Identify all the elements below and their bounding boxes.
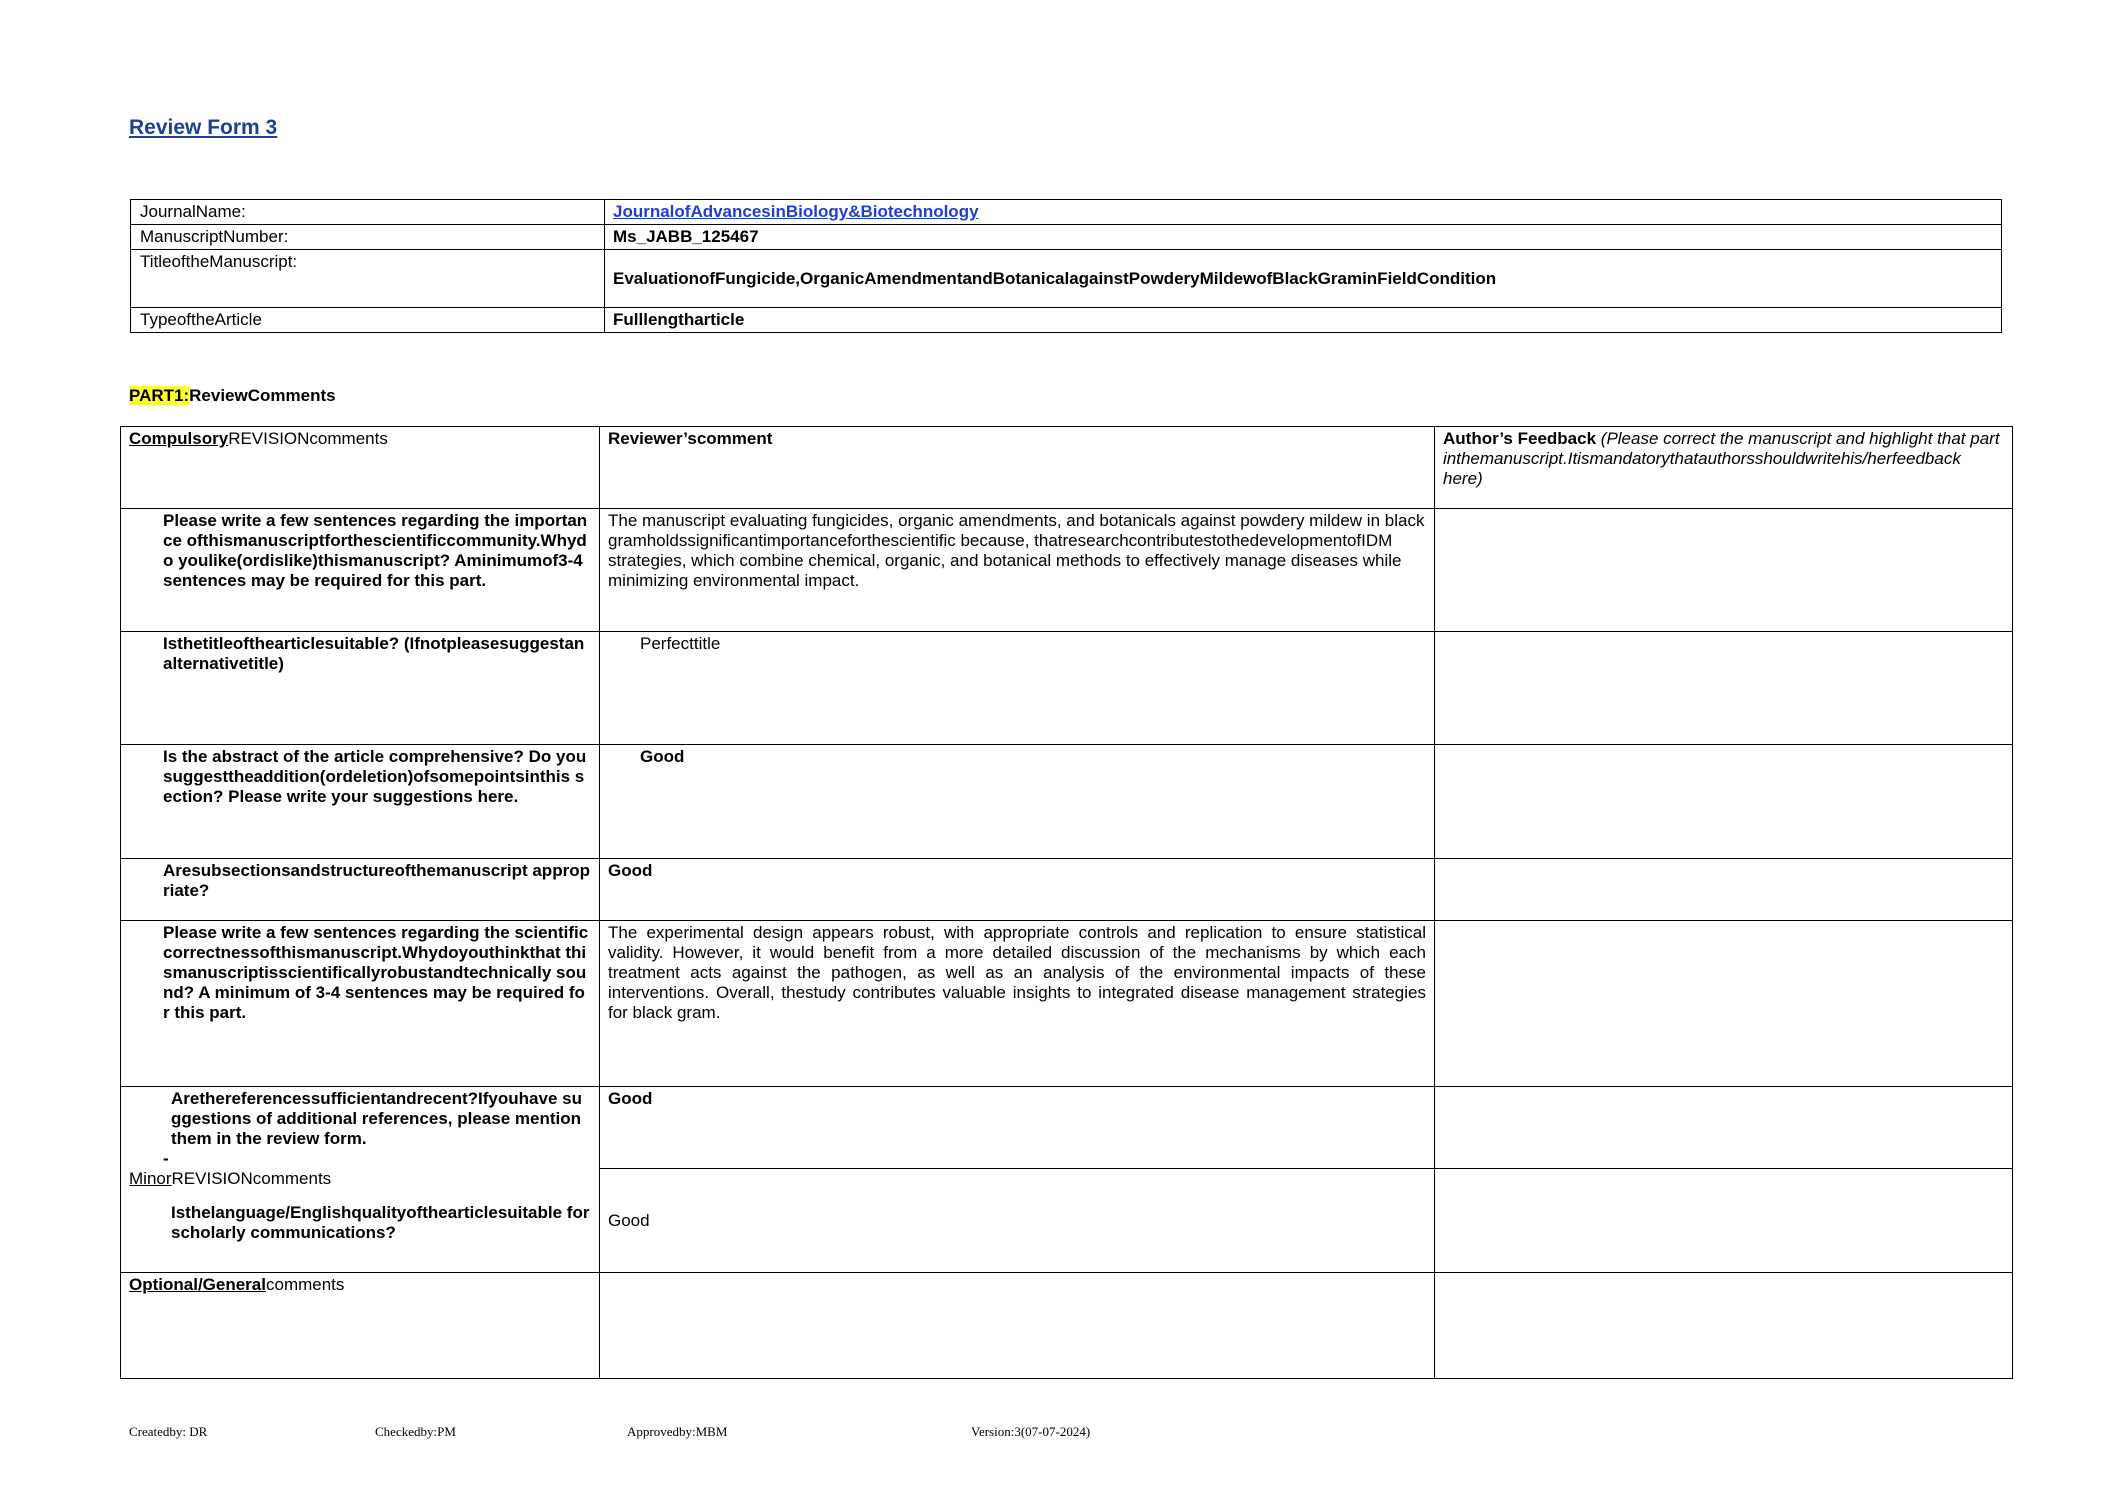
author-feedback-label: Author’s Feedback [1443,429,1597,448]
footer-checked: Checkedby:PM [375,1424,456,1439]
part1-title: ReviewComments [189,386,336,405]
comment-language[interactable]: Good [600,1169,1435,1273]
compulsory-label: Compulsory [129,429,229,448]
article-type-value: Fulllengtharticle [605,308,2002,333]
optional-rest: comments [265,1275,345,1294]
compulsory-header [121,427,600,509]
question-language: Isthelanguage/Englishqualityofthearticlesuitable for scholarly communications? [171,1203,590,1242]
table-row [121,921,2013,1087]
manuscript-number-value: Ms_JABB_125467 [605,225,2002,250]
reviewer-comment-header: Reviewer’scomment [600,427,1435,509]
comment-optional[interactable] [600,1273,1435,1379]
author-feedback-instructions: (Please correct the manuscript and highlight that part inthemanuscript.Itismandatorythatauthorsshouldwritehis/herfeedback here) [1443,429,2000,488]
references-minor-cell [121,1087,600,1273]
comment-correctness[interactable]: The experimental design appears robust, with appropriate controls and replication to ensure statistical validity. However, it would benefit from a more detailed discussion of the mechanisms by which each treatment acts against the pathogen, as well as an analysis of the environmental impacts of these interventions. Overall, thestudy contributes valuable insights to integrated disease management strategies for black gram. [600,921,1435,1087]
optional-label: Optional/General [129,1275,266,1294]
journal-link[interactable]: JournalofAdvancesinBiology&Biotechnology [613,202,979,221]
minor-rest: REVISIONcomments [171,1169,332,1188]
feedback-title[interactable] [1435,632,2013,745]
feedback-correctness[interactable] [1435,921,2013,1087]
author-feedback-header [1435,427,2013,509]
comment-references[interactable]: Good [600,1087,1435,1169]
table-row [121,509,2013,632]
manuscript-title-label: TitleoftheManuscript: [131,250,605,308]
manuscript-number-label: ManuscriptNumber: [131,225,605,250]
table-row [121,1273,2013,1379]
comment-structure[interactable]: Good [600,859,1435,921]
question-importance: Please write a few sentences regarding the importance ofthismanuscriptforthescientificcommunity.Whydo youlike(ordislike)thismanuscript? Aminimumof3-4 sentences may be required for this part. [121,509,600,632]
review-comments-table [120,426,2013,1379]
question-correctness: Please write a few sentences regarding the scientific correctnessofthismanuscript.Whydoyouthinkthat thismanuscriptisscientificallyrobustandtechnically sound? A minimum of 3-4 sentences may be required for this part. [121,921,600,1087]
feedback-optional[interactable] [1435,1273,2013,1379]
optional-header [121,1273,600,1379]
part1-label: PART1: [129,386,190,405]
comment-title[interactable]: Perfecttitle [600,632,1435,745]
journal-row [131,200,2002,225]
footer-created: Createdby: DR [129,1424,208,1439]
journal-value[interactable] [605,200,2002,225]
review-header-row [121,427,2013,509]
question-abstract: Is the abstract of the article comprehensive? Do you suggesttheaddition(ordeletion)ofsomepointsinthis section? Please write your suggestions here. [121,745,600,859]
feedback-references[interactable] [1435,1087,2013,1169]
footer-version: Version:3(07-07-2024) [971,1424,1091,1439]
compulsory-rest: REVISIONcomments [228,429,388,448]
manuscript-info-table [130,199,2002,333]
minor-label: Minor [129,1169,172,1188]
comment-abstract[interactable]: Good [600,745,1435,859]
journal-label: JournalName: [131,200,605,225]
table-row [121,859,2013,921]
question-title: Isthetitleofthearticlesuitable? (Ifnotpleasesuggestanalternativetitle) [121,632,600,745]
form-title[interactable]: Review Form 3 [129,116,278,139]
feedback-structure[interactable] [1435,859,2013,921]
article-type-row [131,308,2002,333]
table-row [121,745,2013,859]
comment-importance[interactable]: The manuscript evaluating fungicides, organic amendments, and botanicals against powdery mildew in black gramholdssignificantimportanceforthescientific because, thatresearchcontributestothedevelopmentofIDM strategies, which combine chemical, organic, and botanical methods to effectively manage diseases while minimizing environmental impact. [600,509,1435,632]
manuscript-number-row [131,225,2002,250]
feedback-language[interactable] [1435,1169,2013,1273]
part1-heading [129,386,336,406]
references-dash: - [163,1149,169,1168]
manuscript-title-row [131,250,2002,308]
manuscript-title-value: EvaluationofFungicide,OrganicAmendmentandBotanicalagainstPowderyMildewofBlackGraminFieldCondition [605,250,2002,308]
footer-approved: Approvedby:MBM [627,1424,728,1439]
feedback-abstract[interactable] [1435,745,2013,859]
table-row [121,632,2013,745]
feedback-importance[interactable] [1435,509,2013,632]
question-references: Arethereferencessufficientandrecent?Ifyouhave suggestions of additional references, please mention them in the review form. [171,1089,582,1148]
article-type-label: TypeoftheArticle [131,308,605,333]
question-structure: Aresubsectionsandstructureofthemanuscript appropriate? [121,859,600,921]
table-row [121,1087,2013,1169]
minor-header [129,1169,591,1189]
